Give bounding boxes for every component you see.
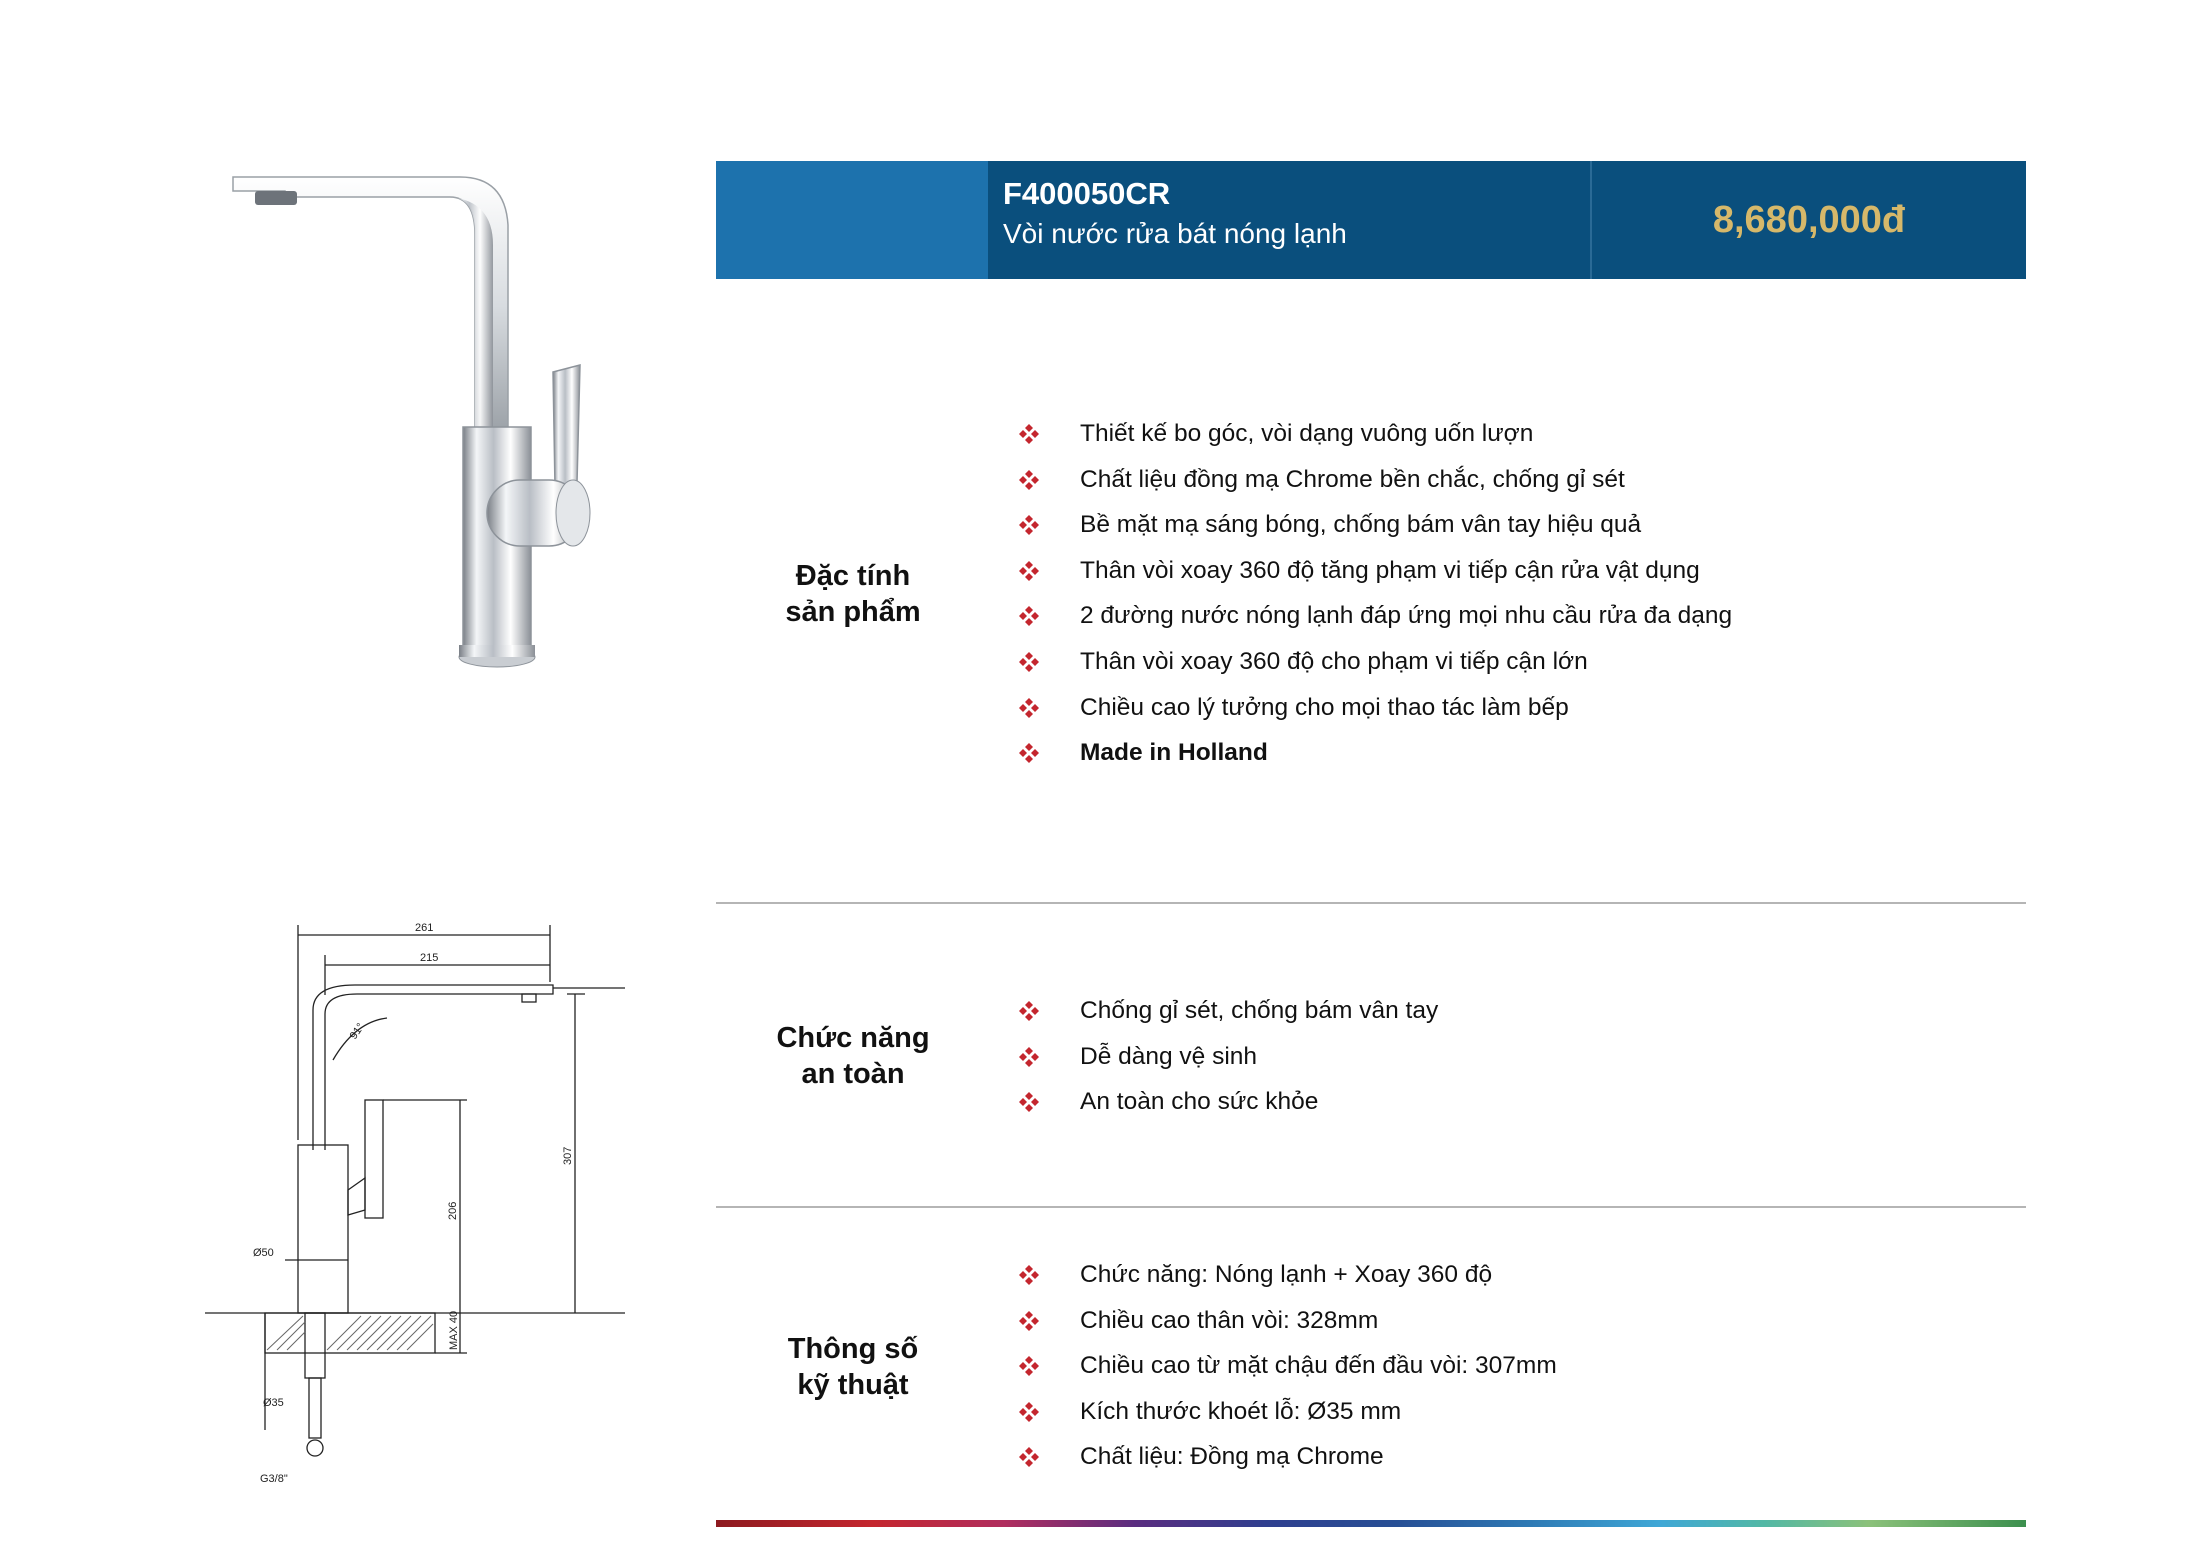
list-item-text: Bề mặt mạ sáng bóng, chống bám vân tay hiệu quả xyxy=(1080,511,1642,539)
list-item-text: Chức năng: Nóng lạnh + Xoay 360 độ xyxy=(1080,1261,1493,1288)
section-divider xyxy=(716,1206,2026,1208)
safety-list xyxy=(1018,988,1438,1125)
diamond-bullet-icon xyxy=(1018,697,1040,719)
list-item-text: Chiều cao từ mặt chậu đến đầu vòi: 307mm xyxy=(1080,1352,1557,1380)
section-divider xyxy=(716,902,2026,904)
list-item-text: Chất liệu đồng mạ Chrome bền chắc, chống gỉ sét xyxy=(1080,465,1625,493)
list-item-text: An toàn cho sức khỏe xyxy=(1080,1088,1319,1116)
list-item-text: Made in Holland xyxy=(1080,739,1268,767)
list-item xyxy=(1018,639,1732,685)
list-item xyxy=(1018,411,1732,457)
diamond-bullet-icon xyxy=(1018,1401,1040,1423)
diamond-bullet-icon xyxy=(1018,514,1040,536)
list-item-text: Thân vòi xoay 360 độ cho phạm vi tiếp cận lớn xyxy=(1080,647,1588,675)
diamond-bullet-icon xyxy=(1018,1310,1040,1332)
diamond-bullet-icon xyxy=(1018,605,1040,627)
section-label-line: Thông số xyxy=(787,1333,919,1365)
section-label-line: Đặc tính xyxy=(795,560,911,592)
list-item xyxy=(1018,1252,1557,1298)
diamond-bullet-icon xyxy=(1018,560,1040,582)
list-item-text: Thân vòi xoay 360 độ tăng phạm vi tiếp cận rửa vật dụng xyxy=(1080,556,1700,584)
section-label-features xyxy=(708,558,998,630)
list-item xyxy=(1018,548,1732,594)
dim-max40: MAX 40 xyxy=(448,1310,460,1350)
list-item xyxy=(1018,730,1732,776)
dim-206: 206 xyxy=(447,1201,459,1220)
product-photo xyxy=(225,165,625,680)
product-name: Vòi nước rửa bát nóng lạnh xyxy=(1003,218,1347,249)
list-item-text: Chống gỉ sét, chống bám vân tay xyxy=(1080,997,1439,1024)
list-item xyxy=(1018,988,1438,1034)
list-item-text: Kích thước khoét lỗ: Ø35 mm xyxy=(1080,1397,1402,1425)
dim-g38: G3/8" xyxy=(260,1473,288,1485)
diamond-bullet-icon xyxy=(1018,1446,1040,1468)
section-label-safety xyxy=(708,1020,998,1092)
list-item-text: Chiều cao lý tưởng cho mọi thao tác làm bếp xyxy=(1080,693,1569,721)
dim-215: 215 xyxy=(420,952,439,964)
dim-35: Ø35 xyxy=(263,1397,284,1409)
diamond-bullet-icon xyxy=(1018,1000,1040,1022)
dim-91: 91° xyxy=(347,1021,368,1042)
diamond-bullet-icon xyxy=(1018,423,1040,445)
list-item xyxy=(1018,1434,1557,1480)
product-code: F400050CR xyxy=(1003,176,1171,211)
diamond-bullet-icon xyxy=(1018,469,1040,491)
list-item-text: Thiết kế bo góc, vòi dạng vuông uốn lượn xyxy=(1080,420,1534,447)
list-item xyxy=(1018,502,1732,548)
specs-list xyxy=(1018,1252,1557,1480)
product-price: 8,680,000đ xyxy=(1712,198,1906,241)
list-item xyxy=(1018,1389,1557,1435)
header-accent-block xyxy=(716,161,988,279)
dim-50: Ø50 xyxy=(253,1247,274,1259)
dim-261: 261 xyxy=(415,922,434,934)
diamond-bullet-icon xyxy=(1018,1091,1040,1113)
section-label-line: kỹ thuật xyxy=(797,1369,909,1401)
list-item xyxy=(1018,1298,1557,1344)
diamond-bullet-icon xyxy=(1018,1046,1040,1068)
dim-307: 307 xyxy=(562,1146,574,1165)
list-item-text: Chiều cao thân vòi: 328mm xyxy=(1080,1306,1379,1334)
diamond-bullet-icon xyxy=(1018,651,1040,673)
list-item-text: Chất liệu: Đồng mạ Chrome xyxy=(1080,1443,1384,1471)
list-item-text: 2 đường nước nóng lạnh đáp ứng mọi nhu cầu rửa đa dạng xyxy=(1080,602,1733,630)
list-item xyxy=(1018,593,1732,639)
list-item xyxy=(1018,1343,1557,1389)
diamond-bullet-icon xyxy=(1018,1264,1040,1286)
section-label-specs xyxy=(708,1331,998,1403)
feature-list xyxy=(1018,411,1732,776)
list-item xyxy=(1018,1034,1438,1080)
technical-drawing xyxy=(205,910,630,1490)
diamond-bullet-icon xyxy=(1018,1355,1040,1377)
list-item xyxy=(1018,1079,1438,1125)
list-item xyxy=(1018,685,1732,731)
footer-color-strip xyxy=(716,1520,2026,1527)
section-label-line: Chức năng xyxy=(776,1022,930,1054)
section-label-line: an toàn xyxy=(801,1058,905,1090)
diamond-bullet-icon xyxy=(1018,742,1040,764)
list-item xyxy=(1018,457,1732,503)
section-label-line: sản phẩm xyxy=(785,596,921,628)
list-item-text: Dễ dàng vệ sinh xyxy=(1080,1042,1258,1070)
